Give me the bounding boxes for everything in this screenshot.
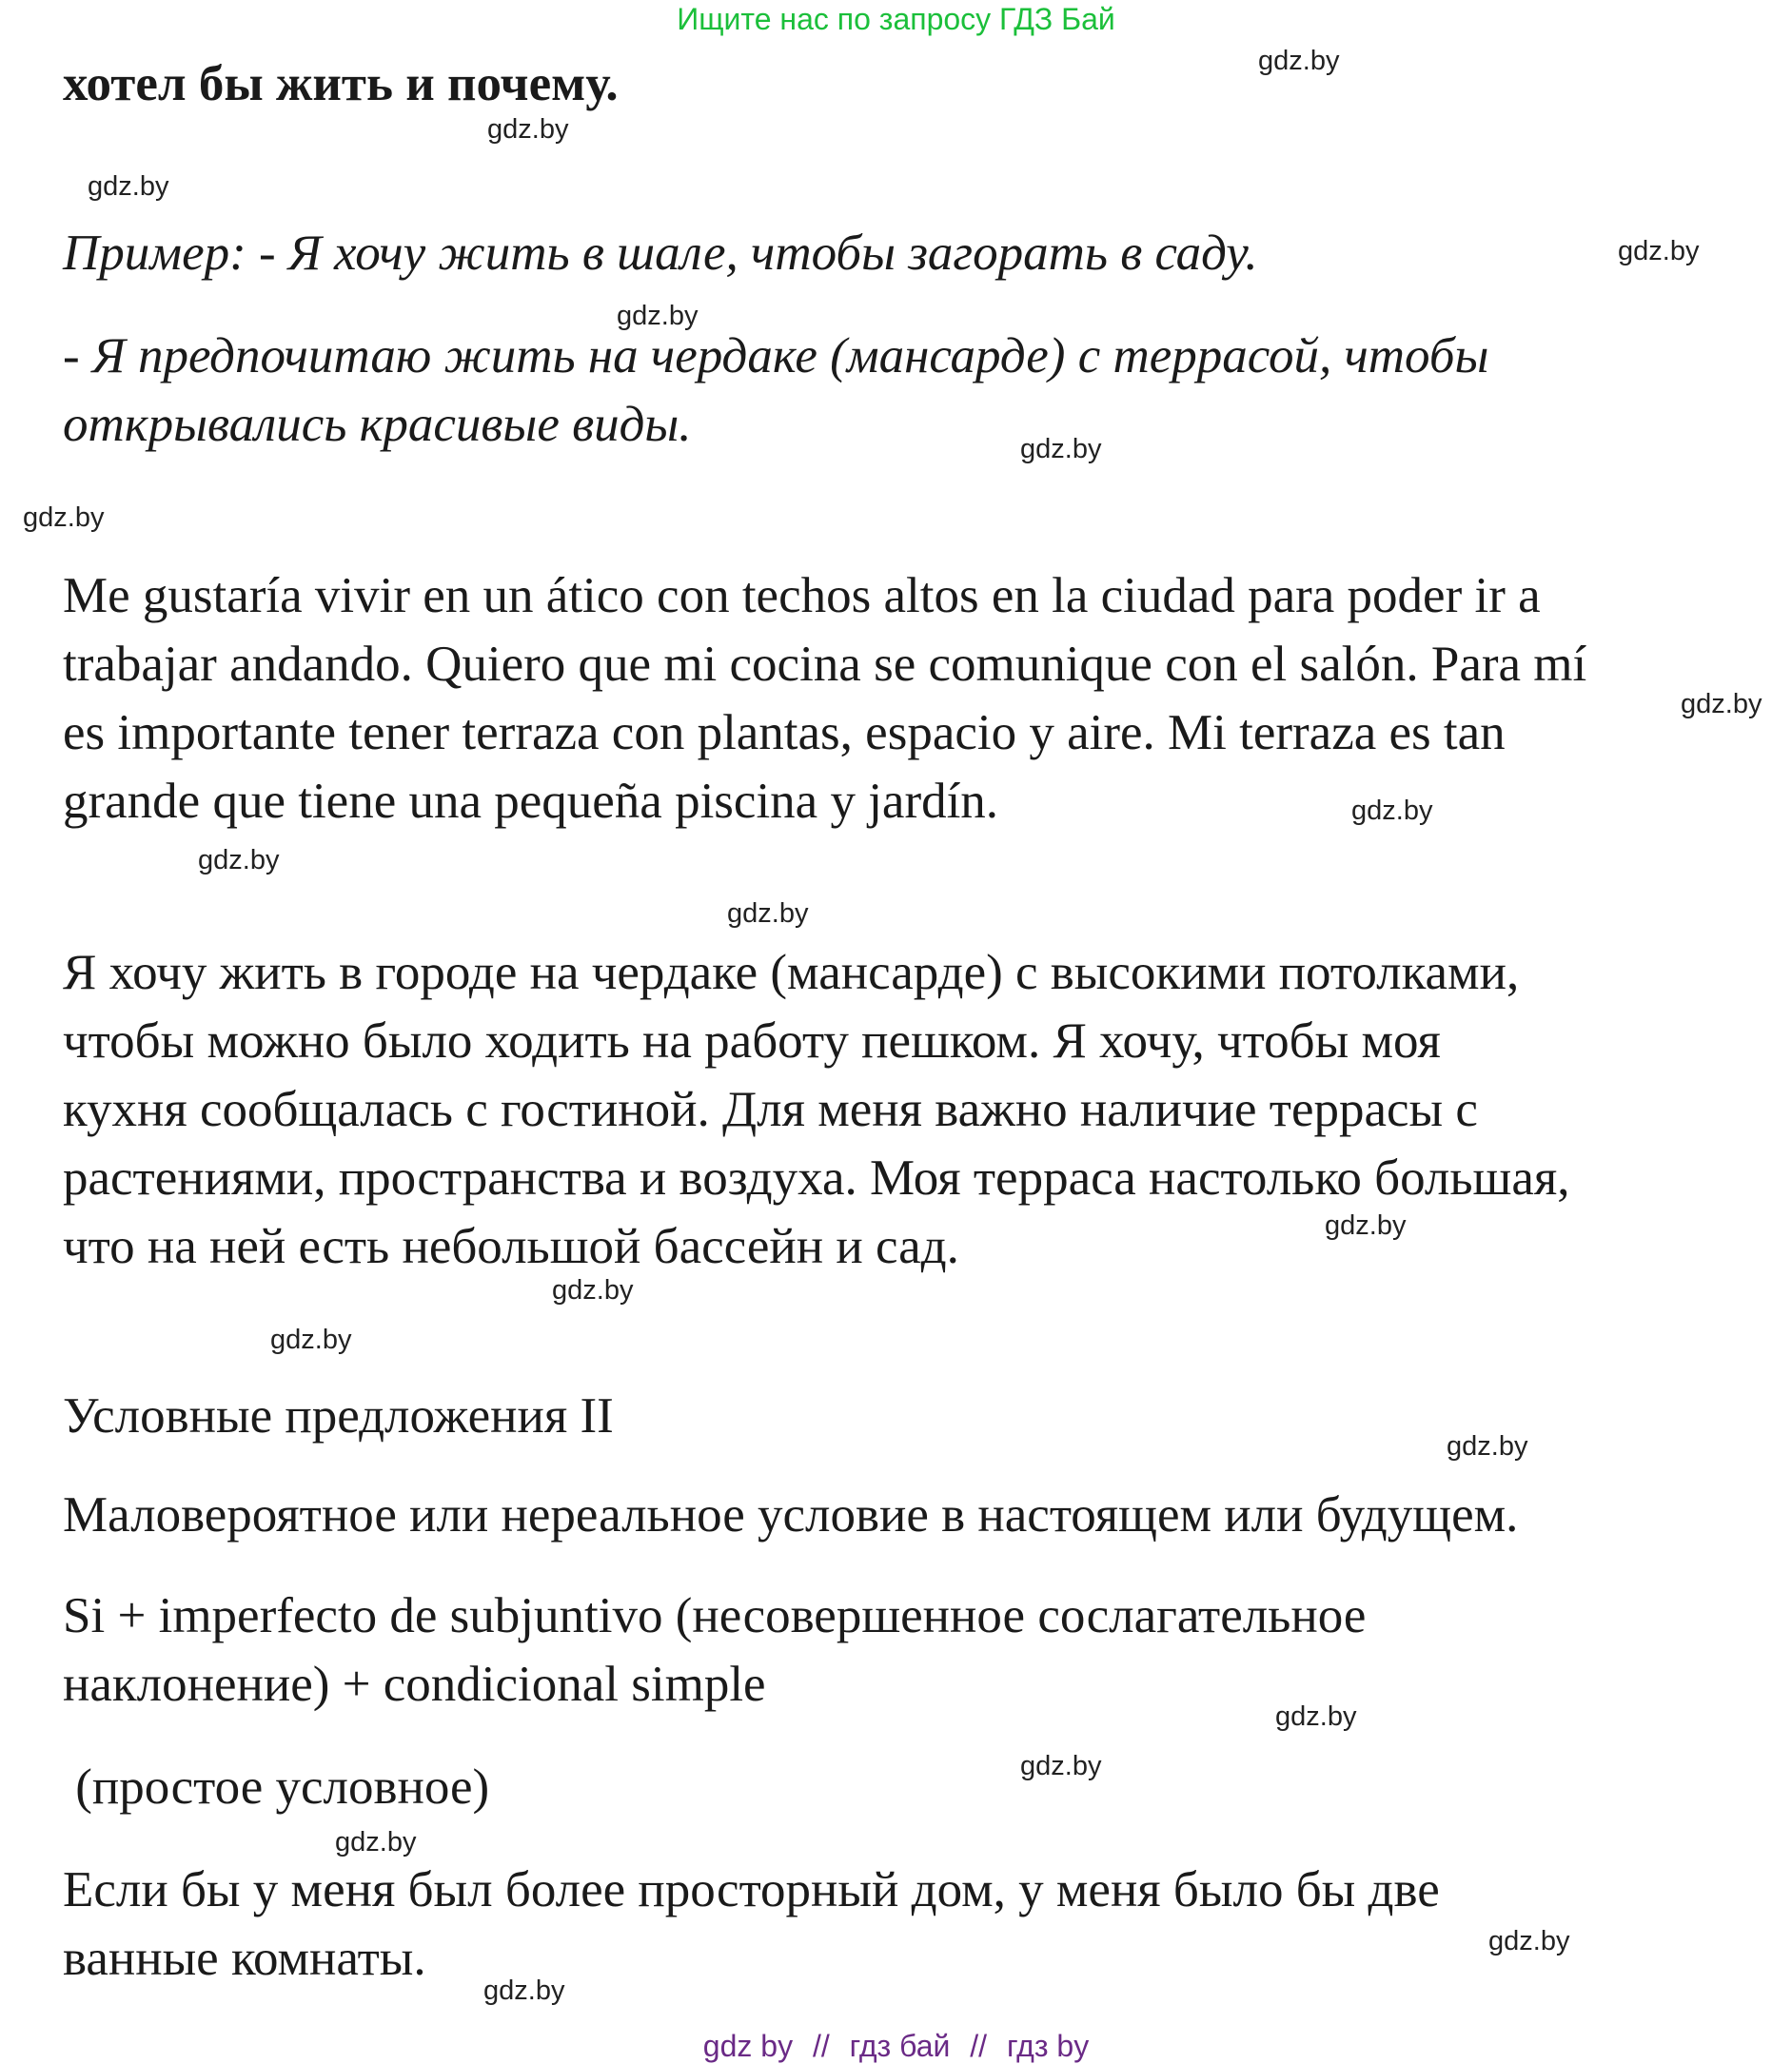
grammar-heading: Условные предложения II — [63, 1388, 614, 1444]
watermark: gdz.by — [335, 1827, 417, 1858]
watermark: gdz.by — [552, 1275, 634, 1306]
watermark: gdz.by — [1351, 796, 1433, 826]
grammar-formula-line-2: наклонение) + condicional simple — [63, 1657, 766, 1712]
example-line-2: - Я предпочитаю жить на чердаке (мансарде) с террасой, чтобы — [63, 328, 1489, 383]
top-banner: Ищите нас по запросу ГДЗ Бай — [677, 2, 1115, 36]
footer-link-gdz-by[interactable]: gdz by — [702, 2029, 794, 2063]
translation-line: Я хочу жить в городе на чердаке (мансарде) с высокими потолками, — [63, 945, 1520, 1000]
translation-line: чтобы можно было ходить на работу пешком. Я хочу, чтобы моя — [63, 1013, 1441, 1069]
translation-line: кухня сообщалась с гостиной. Для меня важно наличие террасы с — [63, 1082, 1478, 1137]
watermark: gdz.by — [1258, 46, 1340, 76]
watermark: gdz.by — [727, 898, 809, 929]
watermark: gdz.by — [1618, 236, 1700, 266]
watermark: gdz.by — [617, 301, 699, 331]
task-title: хотел бы жить и почему. — [63, 56, 619, 111]
watermark: gdz.by — [1020, 434, 1102, 464]
translation-line: растениями, пространства и воздуха. Моя терраса настолько большая, — [63, 1150, 1570, 1206]
grammar-formula-line-3: (простое условное) — [63, 1759, 490, 1815]
footer-separator: // — [812, 2029, 830, 2063]
watermark: gdz.by — [1447, 1431, 1528, 1462]
spanish-line: grande que tiene una pequeña piscina y jardín. — [63, 774, 999, 829]
footer — [0, 2029, 1792, 2064]
example-line-3: открывались красивые виды. — [63, 397, 692, 452]
watermark: gdz.by — [1275, 1701, 1357, 1732]
grammar-definition: Маловероятное или нереальное условие в настоящем или будущем. — [63, 1487, 1519, 1543]
footer-link-gdz-by-ru[interactable]: гдз by — [1006, 2029, 1090, 2063]
grammar-example-line-1: Если бы у меня был более просторный дом, у меня было бы две — [63, 1862, 1440, 1917]
watermark: gdz.by — [270, 1325, 352, 1355]
watermark: gdz.by — [483, 1976, 565, 2006]
watermark: gdz.by — [23, 502, 105, 533]
watermark: gdz.by — [1681, 689, 1762, 719]
footer-separator: // — [970, 2029, 988, 2063]
watermark: gdz.by — [88, 171, 169, 202]
example-line-1: Пример: - Я хочу жить в шале, чтобы загорать в саду. — [63, 226, 1258, 281]
spanish-line: es importante tener terraza con plantas, espacio y aire. Mi terraza es tan — [63, 705, 1506, 760]
translation-line: что на ней есть небольшой бассейн и сад. — [63, 1219, 959, 1274]
watermark: gdz.by — [487, 114, 569, 145]
spanish-line: Me gustaría vivir en un ático con techos altos en la ciudad para poder ir a — [63, 568, 1541, 623]
grammar-formula-line-1: Si + imperfecto de subjuntivo (несовершенное сослагательное — [63, 1588, 1367, 1643]
watermark: gdz.by — [1488, 1926, 1570, 1956]
watermark: gdz.by — [1020, 1751, 1102, 1781]
watermark: gdz.by — [198, 845, 280, 875]
watermark: gdz.by — [1325, 1210, 1407, 1241]
grammar-example-line-2: ванные комнаты. — [63, 1931, 426, 1986]
footer-link-gdz-bai[interactable]: гдз бай — [849, 2029, 951, 2063]
spanish-line: trabajar andando. Quiero que mi cocina se comunique con el salón. Para mí — [63, 637, 1587, 692]
